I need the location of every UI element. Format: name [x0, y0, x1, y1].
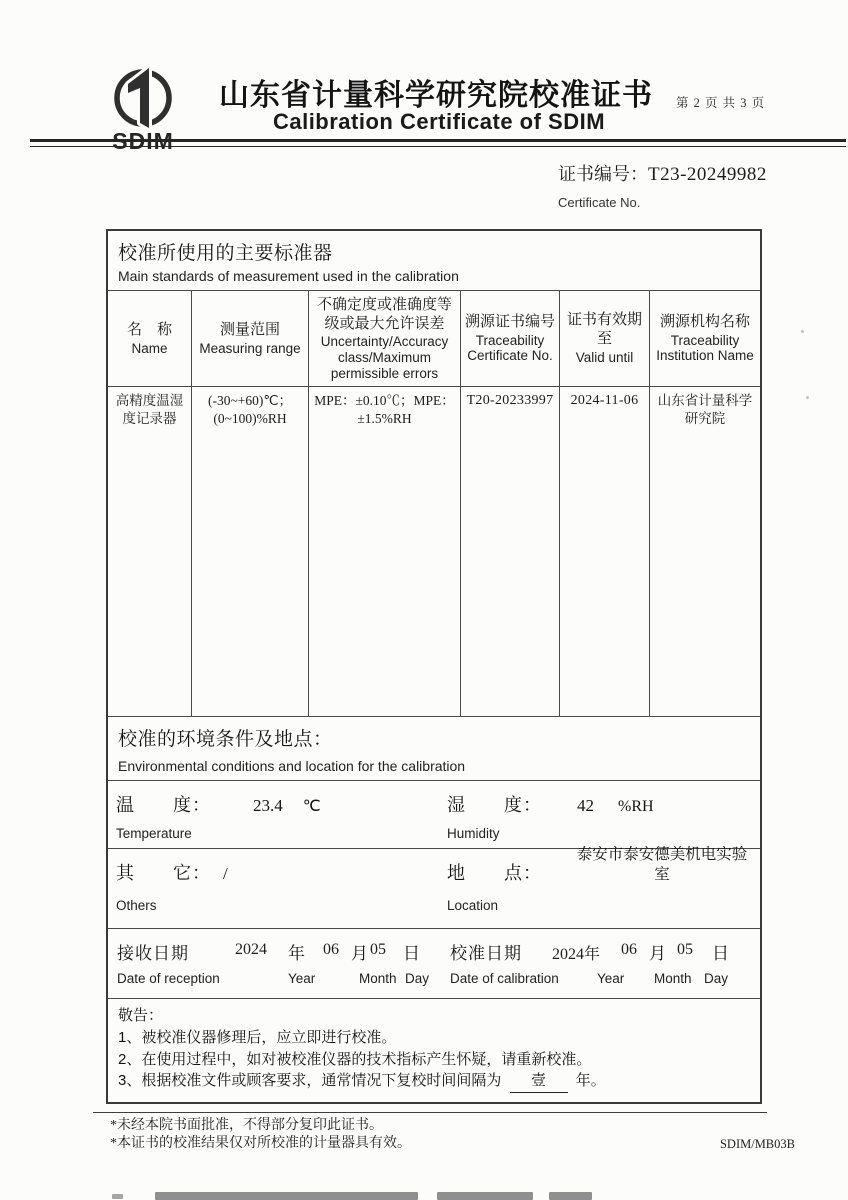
certificate-number-label-zh: 证书编号： — [558, 164, 648, 184]
calibration-day-value: 05 — [677, 941, 693, 958]
temperature-humidity-row — [108, 781, 760, 849]
column-header-measuring-range: 测量范围 Measuring range — [192, 291, 309, 386]
reception-year-label-en: Year — [288, 971, 316, 986]
column-header-name: 名 称 Name — [108, 291, 192, 386]
calibration-day-label-en: Day — [704, 971, 729, 986]
header-divider — [30, 139, 846, 147]
reception-year-value: 2024 — [235, 941, 267, 958]
cell-valid-until: 2024-11-06 — [560, 387, 650, 716]
cell-traceability-cert-no: T20-20233997 — [461, 387, 560, 716]
temperature-unit: ℃ — [302, 798, 321, 815]
temperature-label-zh: 温 度： — [116, 795, 211, 815]
note-item-2: 2、在使用过程中，如对被校准仪器的技术指标产生怀疑，请重新校准。 — [118, 1050, 592, 1068]
certificate-number-block — [558, 160, 818, 210]
scan-artifact — [112, 1194, 123, 1199]
reception-day-value: 05 — [370, 941, 386, 958]
footer-notes — [110, 1117, 411, 1153]
environment-section-header — [108, 717, 760, 781]
reception-month-unit: 月 — [351, 944, 369, 963]
cell-institution: 山东省计量科学研究院 — [657, 393, 753, 427]
humidity-label-en: Humidity — [447, 826, 500, 841]
calibration-day-unit: 日 — [712, 944, 730, 963]
scan-artifact — [437, 1192, 533, 1200]
footer-divider — [93, 1112, 767, 1113]
main-table — [106, 229, 762, 1104]
page-subtitle: Calibration Certificate of SDIM — [272, 109, 606, 134]
reception-month-label-en: Month — [359, 971, 397, 986]
calibration-year-value: 2024年 — [552, 946, 601, 963]
standards-section-header — [108, 231, 760, 291]
notes-title: 敬告： — [118, 1007, 164, 1024]
location-label-zh: 地 点： — [447, 863, 542, 883]
reception-date-label-zh: 接收日期 — [117, 944, 189, 963]
column-header-uncertainty: 不确定度或准确度等级或最大允许误差 Uncertainty/Accuracy class/Maximum permissible errors — [309, 291, 461, 386]
others-location-row — [108, 846, 760, 929]
standards-header-row — [108, 291, 760, 387]
humidity-value: 42 — [577, 796, 594, 815]
note-item-3: 3、根据校准文件或顾客要求，通常情况下复校时间间隔为 壹 年。 — [118, 1070, 750, 1093]
reception-year-unit: 年 — [288, 944, 306, 963]
calibration-month-unit: 月 — [649, 944, 667, 963]
column-header-institution: 溯源机构名称 Traceability Institution Name — [656, 313, 754, 364]
standards-title-en: Main standards of measurement used in the calibration — [118, 268, 459, 284]
environment-title-zh: 校准的环境条件及地点： — [118, 729, 333, 750]
temperature-value: 23.4 — [253, 796, 283, 815]
recalibration-interval-value: 壹 — [510, 1070, 568, 1093]
standards-data-row — [108, 387, 760, 717]
calibration-year-label-en: Year — [597, 971, 625, 986]
environment-title-en: Environmental conditions and location for the calibration — [118, 758, 466, 774]
cell-measuring-range: (-30~+60)℃；(0~100)%RH — [192, 387, 309, 716]
humidity-block — [444, 781, 760, 848]
column-header-valid-until: 证书有效期至 Valid until — [560, 291, 650, 386]
standards-title-zh: 校准所使用的主要标准器 — [118, 243, 333, 264]
scan-speck — [806, 396, 809, 399]
page-title: 山东省计量科学研究院校准证书 — [219, 79, 653, 112]
note-item-1: 1、被校准仪器修理后，应立即进行校准。 — [118, 1028, 397, 1046]
temperature-label-en: Temperature — [116, 826, 192, 841]
cell-max-error: MPE：±0.10℃；MPE：±1.5%RH — [309, 387, 461, 716]
calibration-month-label-en: Month — [654, 971, 692, 986]
calibration-date-label-zh: 校准日期 — [450, 944, 522, 963]
temperature-block — [108, 781, 444, 848]
notes-section — [108, 999, 760, 1106]
scan-speck — [801, 330, 804, 333]
scan-artifact — [155, 1192, 418, 1200]
form-code: SDIM/MB03B — [719, 1137, 795, 1151]
location-block — [444, 846, 760, 928]
scan-artifact — [549, 1192, 592, 1200]
humidity-label-zh: 湿 度： — [447, 795, 542, 815]
page-number: 第 2 页 共 3 页 — [676, 96, 766, 110]
location-label-en: Location — [447, 898, 499, 913]
logo-text: SDIM — [112, 128, 174, 154]
calibration-month-value: 06 — [621, 941, 637, 958]
footer-note-2: *本证书的校准结果仅对所校准的计量器具有效。 — [110, 1136, 411, 1152]
certificate-number-value: T23-20249982 — [648, 164, 767, 185]
reception-month-value: 06 — [323, 941, 339, 958]
reception-day-unit: 日 — [403, 944, 421, 963]
certificate-number-label-en: Certificate No. — [558, 195, 641, 210]
calibration-date-label-en: Date of calibration — [450, 971, 559, 986]
humidity-unit: %RH — [618, 798, 654, 815]
others-value: / — [223, 864, 228, 883]
dates-row — [108, 929, 760, 999]
reception-date-label-en: Date of reception — [117, 971, 220, 986]
others-label-en: Others — [116, 898, 157, 913]
reception-day-label-en: Day — [405, 971, 430, 986]
location-value: 泰安市泰安德美机电实验室 — [576, 846, 748, 884]
others-block — [108, 849, 444, 928]
others-label-zh: 其 它： — [116, 863, 211, 883]
cell-standard-name: 高精度温湿度记录器 — [108, 387, 192, 716]
footer-note-1: *未经本院书面批准，不得部分复印此证书。 — [110, 1118, 383, 1133]
column-header-traceability-cert-no: 溯源证书编号 Traceability Certificate No. — [461, 291, 560, 386]
